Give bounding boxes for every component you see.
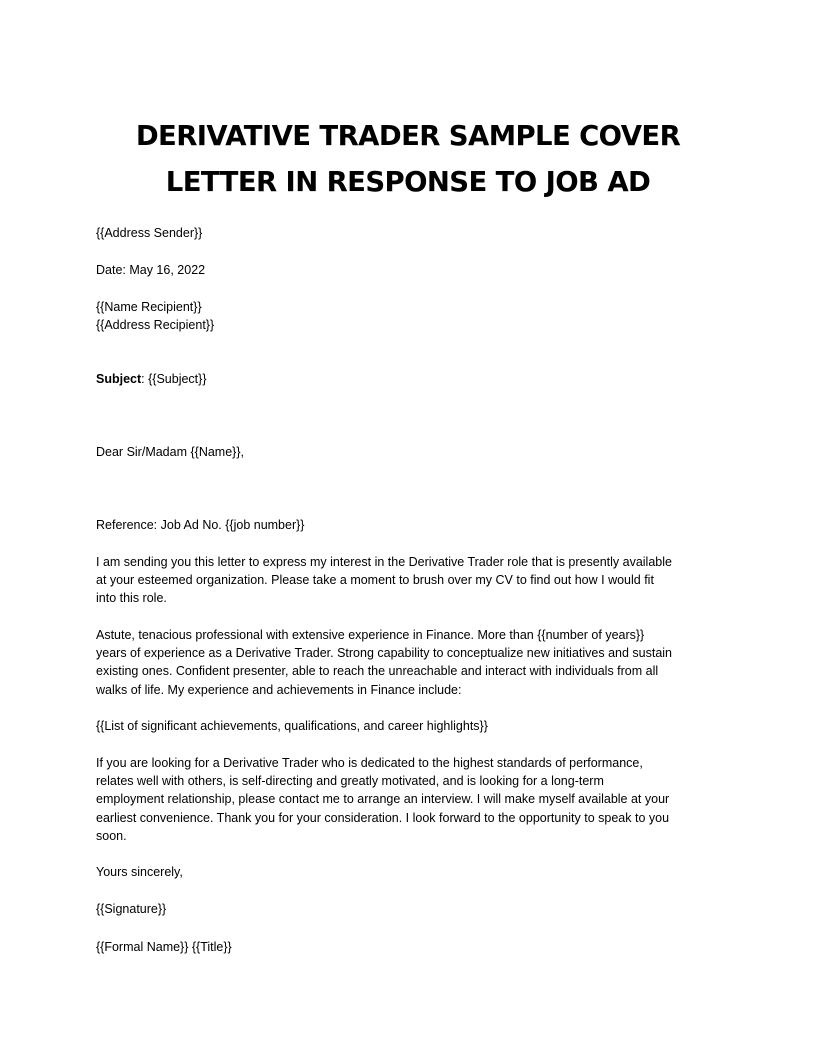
reference-line: Reference: Job Ad No. {{job number}} xyxy=(96,518,305,532)
paragraph-line: earliest convenience. Thank you for your consideration. I look forward to the opportunity to speak to you xyxy=(96,810,670,825)
paragraph-line: soon. xyxy=(96,828,127,843)
letter-date: Date: May 16, 2022 xyxy=(96,263,206,277)
paragraph-line: years of experience as a Derivative Trader. Strong capability to conceptualize new initiatives and sustain xyxy=(96,646,673,661)
subject-line xyxy=(96,370,736,388)
paragraph-line: I am sending you this letter to express my interest in the Derivative Trader role that is presently available xyxy=(96,555,672,569)
intro-paragraph xyxy=(96,553,736,608)
experience-paragraph xyxy=(96,626,736,699)
paragraph-line: If you are looking for a Derivative Trader who is dedicated to the highest standards of performance, xyxy=(96,756,643,770)
paragraph-line: existing ones. Confident presenter, able to reach the unreachable and interact with individuals from all xyxy=(96,664,659,679)
document-title xyxy=(96,113,720,205)
paragraph-line: at your esteemed organization. Please take a moment to brush over my CV to find out how I would fit xyxy=(96,573,654,588)
closing-paragraph xyxy=(96,754,736,845)
paragraph-line: relates well with others, is self-directing and greatly motivated, and is looking for a long-term xyxy=(96,774,604,789)
subject-value: : {{Subject}} xyxy=(141,372,207,386)
sender-address: {{Address Sender}} xyxy=(96,226,203,240)
paragraph-line: Astute, tenacious professional with extensive experience in Finance. More than {{number of years}} xyxy=(96,628,645,642)
title-line-1: DERIVATIVE TRADER SAMPLE COVER xyxy=(135,120,681,152)
achievements-placeholder: {{List of significant achievements, qualifications, and career highlights}} xyxy=(96,719,488,733)
signature-placeholder: {{Signature}} xyxy=(96,902,167,916)
formal-name-title: {{Formal Name}} {{Title}} xyxy=(96,940,232,954)
recipient-name: {{Name Recipient}} xyxy=(96,300,202,314)
paragraph-line: into this role. xyxy=(96,591,167,606)
subject-label: Subject xyxy=(96,372,142,386)
recipient-address: {{Address Recipient}} xyxy=(96,318,215,332)
complimentary-close: Yours sincerely, xyxy=(96,865,183,879)
title-line-2: LETTER IN RESPONSE TO JOB AD xyxy=(165,166,651,198)
paragraph-line: employment relationship, please contact me to arrange an interview. I will make myself available at your xyxy=(96,792,670,807)
salutation: Dear Sir/Madam {{Name}}, xyxy=(96,445,244,459)
paragraph-line: walks of life. My experience and achievements in Finance include: xyxy=(96,682,462,697)
